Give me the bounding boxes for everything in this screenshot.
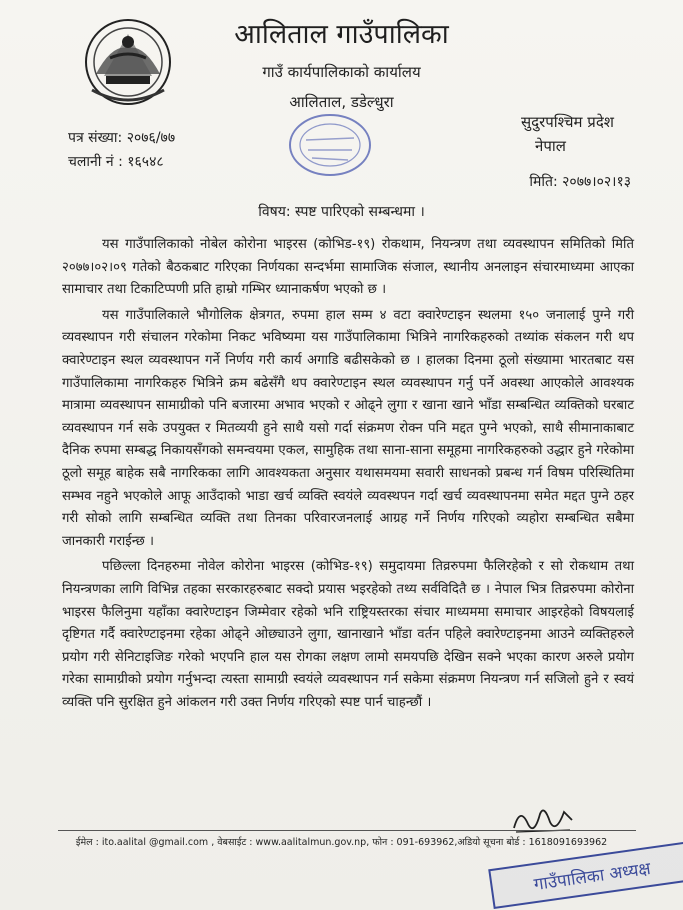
- signature-icon: [510, 800, 580, 840]
- footer-divider: [58, 830, 636, 831]
- paragraph: यस गाउँपालिकाले भौगोलिक क्षेत्रगत, रुपमा हाल सम्म ४ वटा क्वारेण्टाइन स्थलमा १५० जनालाई पुग्ने गरी व्यवस्थापन गरी संचालन गरेकोमा निकट भविष्यमा यस गाउँपालिकामा भित्रिने नागरिकहरुको तथ्यांक संकलन गरी थप क्वारेण्टाइन स्थल व्यवस्थापन गर्ने निर्णय गरी कार्य अगाडि बढीसकेको छ । हालका दिनमा ठूलो संख्यामा भारतबाट यस गाउँपालिकामा नागरिकहरु भित्रिने क्रम बढेसँगै थप क्वारेण्टाइन स्थल व्यवस्थापन गर्नु पर्ने अवस्था आएकोले आवश्यक मात्रामा व्यवस्थापन सामाग्रीको पनि बजारमा अभाव भएको र ओढ्ने लुगा र खाना खाने भाँडा सम्बन्धित व्यक्तिको घरबाट व्यवस्थापन गर्न सके उपयुक्त र मितव्ययी हुने साथै यसो गर्दा संक्रमण रोक्न पनि मद्दत पुग्ने भएको, साथै सीमानाकाबाट दैनिक रुपमा सम्बद्ध निकायसँगको समन्वयमा एकल, सामुहिक तथा साना-साना समूहमा नागरिकहरुको उद्धार हुने गरेकोमा ठूलो समूह बाहेक सबै नागरिकका लागि आवश्यकता अनुसार यथासमयमा सवारी साधनको प्रबन्ध गर्न विषम परिस्थितिमा सम्भव नहुने भएकोले आफू आउँदाको भाडा खर्च व्यक्ति स्वयंले व्यवस्थपन गर्दा खर्च व्यवस्थापनमा समेत मद्दत पुग्ने ठहर गरी सोको लागि सम्बन्धित व्यक्ति तथा तिनका परिवारजनलाई आग्रह गर्ने निर्णय गरिएको व्यहोरा सम्बन्धित सबैमा जानकारी गराईन्छ ।: [62, 307, 634, 549]
- letter-body: [62, 234, 634, 717]
- country-name: नेपाल: [535, 137, 566, 155]
- paragraph: पछिल्ला दिनहरुमा नोवेल कोरोना भाइरस (कोभिड-१९) समुदायमा तिव्ररुपमा फैलिरहेको र सो रोकथाम तथा नियन्त्रणका लागि विभिन्न तहका सरकारहरुबाट सक्दो प्रयास भइरहेको तथ्य सर्वविदितै छ । नेपाल भित्र तिव्ररुपमा कोरोना भाइरस फैलिनुमा यहाँका क्वारेण्टाइन जिम्मेवार रहेको भनि राष्ट्रियस्तरका संचार माध्यममा समाचार आइरहेको विषयलाई दृष्टिगत गर्दै क्वारेण्टाइनमा रहेका ओढ्ने ओछ्याउने लुगा, खानाखाने भाँडा वर्तन पहिले क्वारेण्टाइनमा आउने व्यक्तिहरुले प्रयोग गरी सेनिटाइजिङ गरेको भएपनि हाल यस रोगका लक्षण लामो समयपछि देखिन सक्ने भएका कारण अरुले प्रयोग गरेका सामाग्रीको प्रयोग गर्नुभन्दा त्यस्ता सामाग्री स्वयंले व्यवस्थापन गर्न सकेमा संक्रमण नियन्त्रण गर्न सजिलो हुने र स्वयं व्यक्ति पनि सुरक्षित हुने आंकलन गरी उक्त निर्णय गरिएको स्पष्ट पार्न चाहन्छौं ।: [62, 559, 634, 710]
- office-subtitle: गाउँ कार्यपालिकाको कार्यालय: [262, 63, 421, 81]
- office-name: आलिताल गाउँपालिका: [234, 19, 449, 50]
- office-seal-icon: [282, 110, 378, 180]
- chairperson-stamp: गाउँपालिका अध्यक्ष: [488, 841, 683, 909]
- letter-number: पत्र संख्या: २०७६/७७: [68, 130, 176, 146]
- paragraph: यस गाउँपालिकाको नोबेल कोरोना भाइरस (कोभिड-१९) रोकथाम, नियन्त्रण तथा व्यवस्थापन समितिको मिति २०७७।०२।०९ गतेको बैठकबाट गरिएका निर्णयका सन्दर्भमा सामाजिक संजाल, स्थानीय अनलाइन संचारमाध्यमा आएका सामाचार तथा टिकाटिप्पणी प्रति हाम्रो गम्भिर ध्यानाकर्षण भएको छ ।: [62, 237, 634, 298]
- office-address: आलिताल, डडेल्धुरा: [289, 93, 394, 111]
- province-block: [521, 110, 631, 158]
- province-name: सुदुरपश्चिम प्रदेश: [521, 113, 614, 131]
- letter-subject: विषय: स्पष्ट पारिएको सम्बन्धमा ।: [258, 204, 425, 220]
- reference-block: [68, 126, 175, 174]
- letter-date: मिति: २०७७।०२।१३: [529, 174, 631, 190]
- footer-contact: ईमेल : ito.aalital @gmail.com , वेबसाईट : www.aalitalmun.gov.np, फोन : 091-693962,अडियो सूचना बोर्ड : 1618091693962: [75, 837, 608, 848]
- dispatch-number: चलानी नं : १६५४८: [68, 154, 164, 170]
